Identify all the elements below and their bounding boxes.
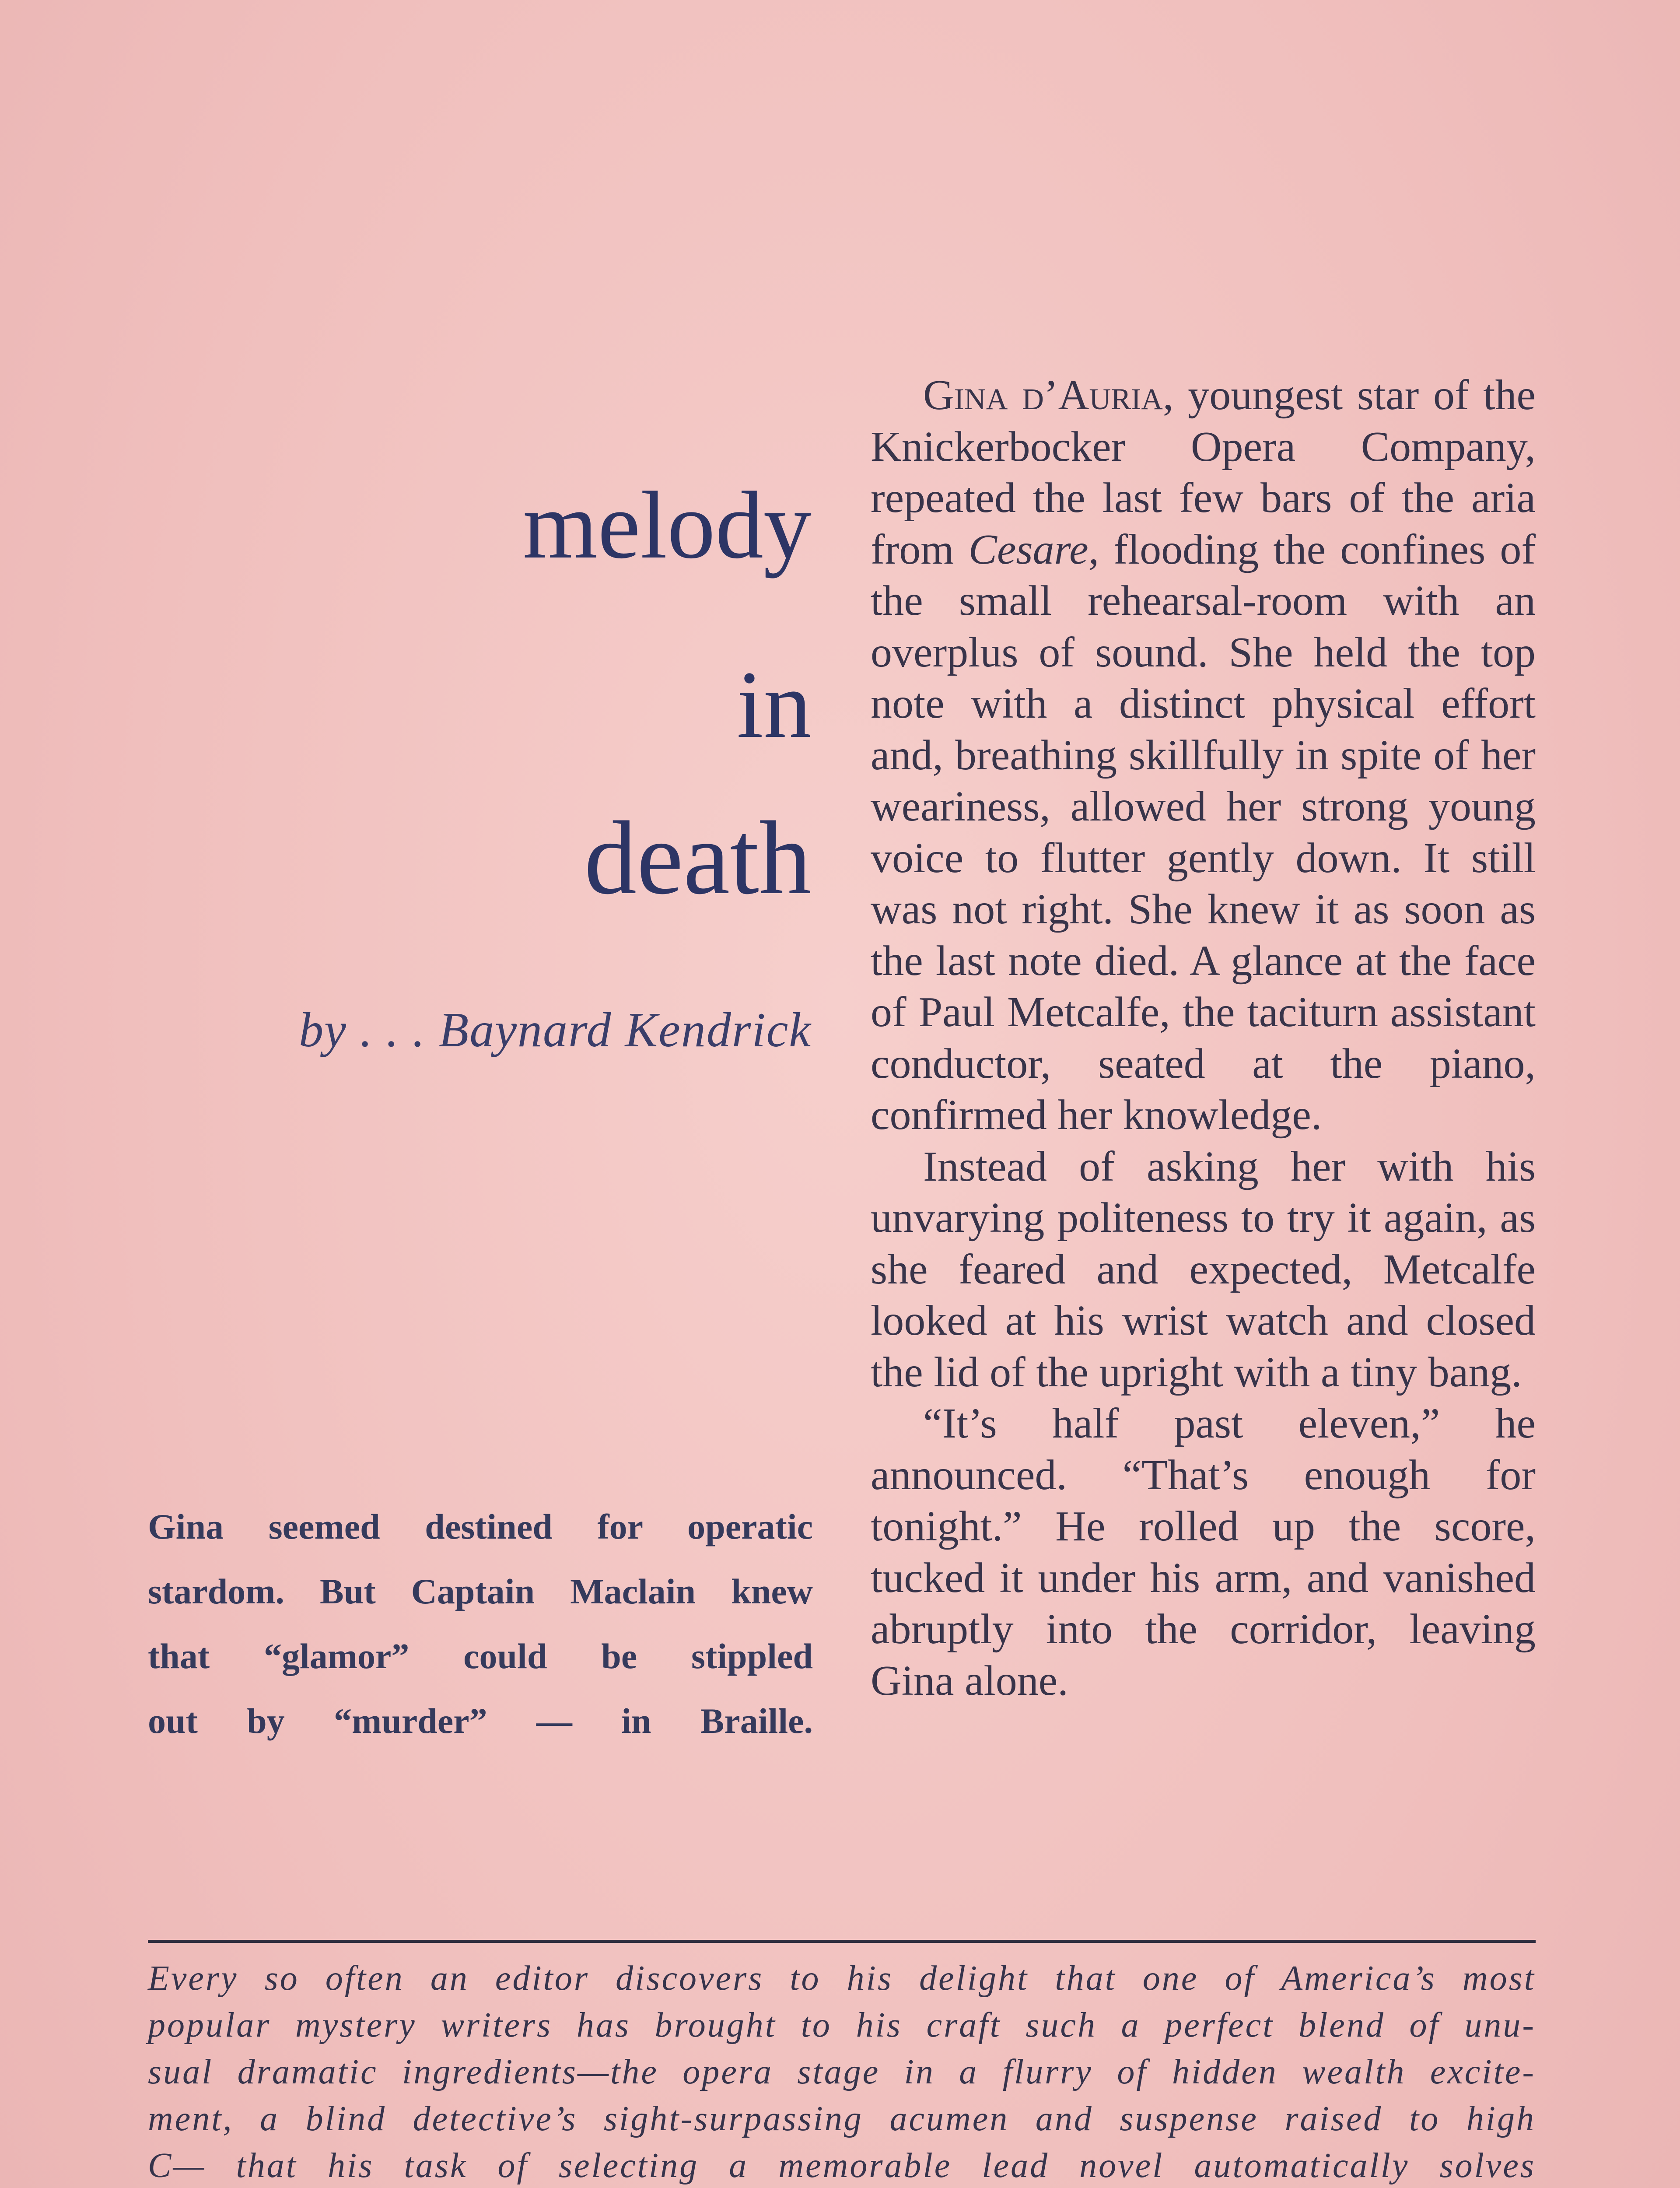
story-title-line-2: in (736, 651, 812, 758)
story-teaser (148, 1494, 813, 1753)
teaser-line: that “glamor” could be stippled (148, 1636, 813, 1676)
editor-note-line: ment, a blind detective’s sight-surpassing acumen and suspense raised to high (148, 2100, 1536, 2138)
editor-note-line: popular mystery writers has brought to his craft such a perfect blend of unu- (148, 2006, 1536, 2044)
story-title-line-1: melody (523, 472, 812, 579)
editor-note-line: sual dramatic ingredients—the opera stage in a flurry of hidden wealth excite- (148, 2053, 1536, 2091)
teaser-line: out by “murder” — in Braille. (148, 1701, 813, 1741)
teaser-line: Gina seemed destined for operatic (148, 1507, 813, 1546)
editor-note (148, 1955, 1536, 2188)
top-divider-rule (148, 1940, 1536, 1943)
story-paragraph-3: “It’s half past eleven,” he announced. “That’s enough for tonight.” He rolled up the score, tucked it under his arm, and vanished abruptly into the corridor, leaving Gina alone. (871, 1400, 1536, 1704)
story-title-line-3: death (584, 799, 812, 916)
opera-title: Cesare, (968, 526, 1099, 573)
teaser-line: stardom. But Captain Maclain knew (148, 1571, 813, 1611)
editor-note-line: Every so often an editor discovers to his delight that one of America’s most (148, 1959, 1536, 1998)
story-paragraph-2: Instead of asking her with his unvarying politeness to try it again, as she feared and expected, Metcalfe looked at his wrist watch and closed the lid of the upright with a tiny bang. (871, 1143, 1536, 1396)
editor-note-line: C— that his task of selecting a memorable lead novel automatically solves (148, 2146, 1536, 2185)
story-paragraph-1: Gina d’Auria, youngest star of the Knickerbocker Opera Company, repeated the last few bars of the aria from Cesare, flooding the confines of the small rehearsal-room with an overplus of sound. She held the top note with a distinct physical effort and, breathing skillfully in spite of her weariness, allowed her strong young voice to flutter gently down. It still was not right. She knew it as soon as the last note died. A glance at the face of Paul Metcalfe, the taciturn assistant conductor, seated at the piano, confirmed her knowledge. (871, 372, 1536, 1139)
lead-in-name: Gina d’Auria, (923, 372, 1174, 419)
author-byline: by . . . Baynard Kendrick (299, 1003, 812, 1057)
story-body (871, 370, 1536, 1707)
